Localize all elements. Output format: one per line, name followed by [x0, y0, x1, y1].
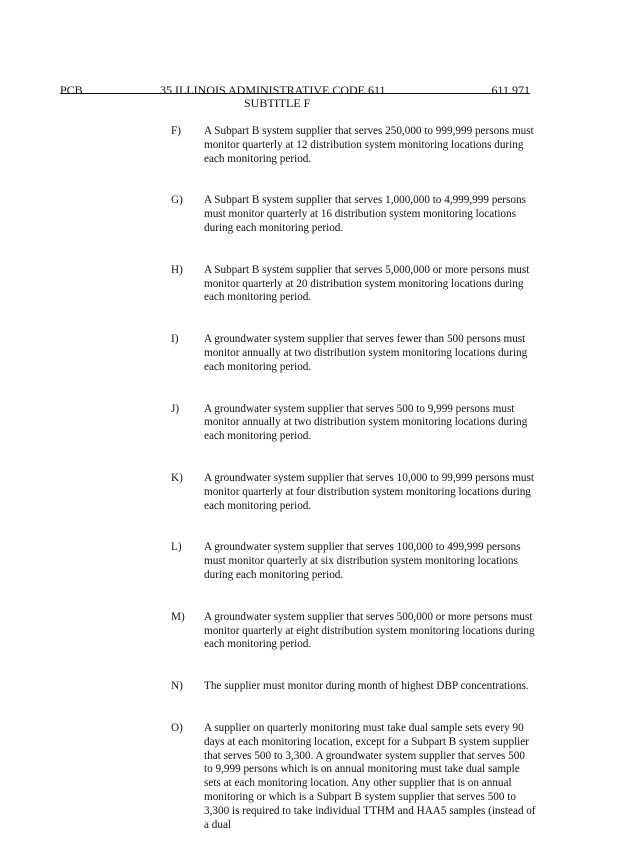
list-item	[171, 264, 536, 305]
header-left: PCB	[60, 83, 83, 97]
item-label: F)	[171, 125, 181, 137]
item-text: A groundwater system supplier that serves fewer than 500 persons must monitor annually at two distribution system monitoring locations during each monitoring period.	[204, 333, 528, 373]
item-text: A groundwater system supplier that serves 100,000 to 499,999 persons must monitor quarterly at six distribution system monitoring locations during each monitoring period.	[204, 541, 521, 581]
item-text: A Subpart B system supplier that serves 1,000,000 to 4,999,999 persons must monitor quarterly at 16 distribution system monitoring locations during each monitoring period.	[204, 194, 526, 234]
list-item	[171, 403, 536, 444]
header-rule	[60, 93, 530, 94]
item-label: O)	[171, 721, 183, 734]
item-text: A groundwater system supplier that serves 500 to 9,999 persons must monitor annually at two distribution system monitoring locations during each monitoring period.	[204, 402, 528, 443]
item-label: N)	[171, 680, 183, 693]
list-item	[171, 194, 536, 235]
item-text: A Subpart B system supplier that serves 250,000 to 999,999 persons must monitor quarterly at 12 distribution system monitoring locations during each monitoring period.	[204, 125, 534, 165]
item-label: J)	[171, 402, 180, 415]
item-text: A supplier on quarterly monitoring must take dual sample sets every 90 days at each monitoring location, except for a Subpart B system supplier that serves 500 to 3,300. A groundwater system supplier that serves 500 to 9,999 persons which is on annual monitoring must take dual sample sets at each monitoring location. Any other supplier that is on annual monitoring or which is a Subpart B system supplier that serves 500 to 3,300 is required to take individual TTHM and HAA5 samples (instead of a dual	[204, 721, 536, 831]
list-item	[171, 611, 536, 652]
item-label: M)	[171, 610, 185, 623]
list-item	[171, 722, 536, 832]
item-list	[171, 125, 536, 860]
header-center: 35 ILLINOIS ADMINISTRATIVE CODE 611	[160, 83, 386, 97]
item-label: G)	[171, 194, 183, 207]
list-item	[171, 541, 536, 582]
item-label: K)	[171, 471, 183, 484]
item-text: A Subpart B system supplier that serves 5,000,000 or more persons must monitor quarterly at 20 distribution system monitoring locations during each monitoring period.	[204, 263, 530, 304]
header-right: 611.971	[491, 83, 530, 97]
item-label: I)	[171, 333, 179, 346]
list-item	[171, 125, 536, 166]
list-item	[171, 680, 536, 694]
item-text: A groundwater system supplier that serves 500,000 or more persons must monitor quarterly at eight distribution system monitoring locations during each monitoring period.	[204, 610, 535, 651]
list-item	[171, 472, 536, 513]
item-text: A groundwater system supplier that serves 10,000 to 99,999 persons must monitor quarterly at four distribution system monitoring locations during each monitoring period.	[204, 471, 534, 512]
header-subtitle: SUBTITLE F	[244, 96, 311, 110]
item-text: The supplier must monitor during month of highest DBP concentrations.	[204, 680, 529, 693]
item-label: H)	[171, 263, 183, 276]
list-item	[171, 333, 536, 374]
item-label: L)	[171, 541, 182, 554]
